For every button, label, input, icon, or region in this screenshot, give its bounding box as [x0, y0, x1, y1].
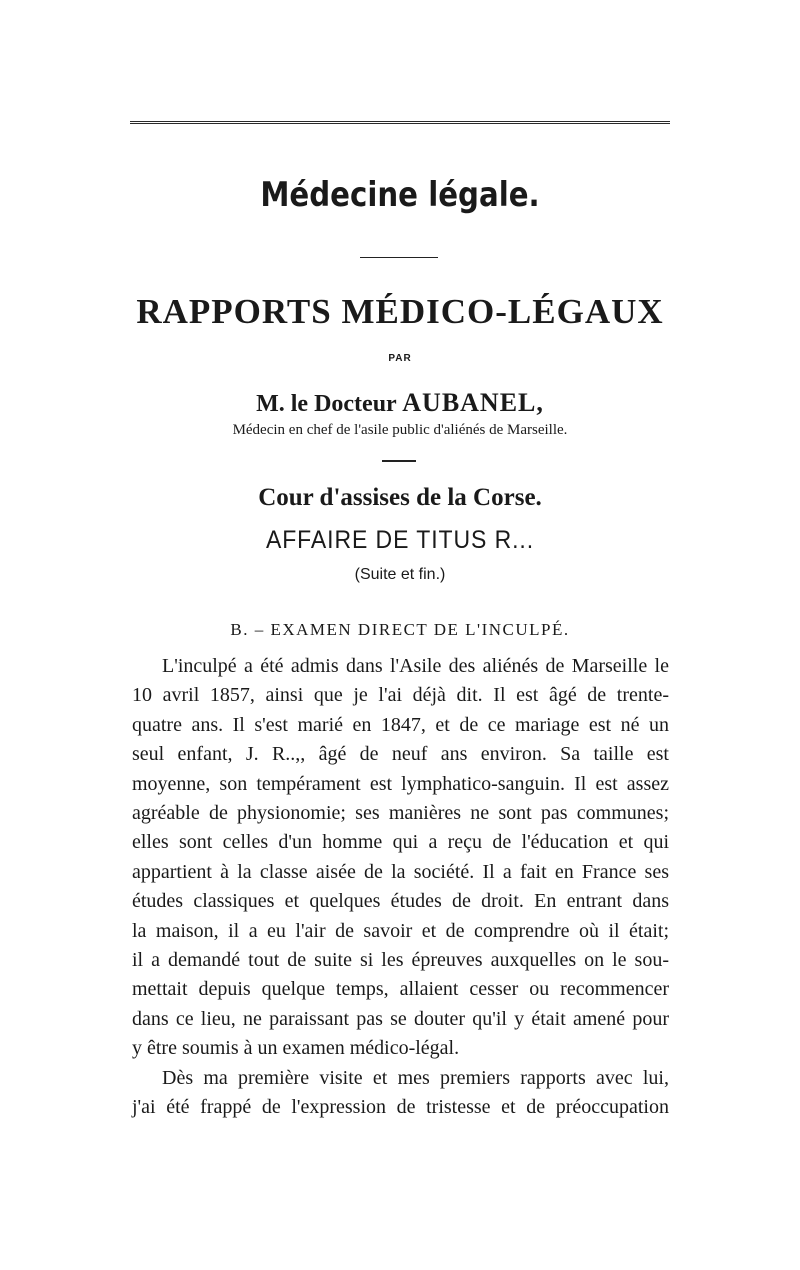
section-heading: RAPPORTS MÉDICO-LÉGAUX — [136, 292, 664, 331]
body-text — [132, 652, 669, 1123]
text-line: la maison, il a eu l'air de savoir et de comprendre où il était; — [132, 919, 669, 942]
author-prefix: M. le Docteur — [256, 391, 397, 417]
title-rule — [360, 257, 438, 258]
text-line: appartient à la classe aisée de la société. Il a fait en France ses — [132, 860, 669, 883]
text-line: il a demandé tout de suite si les épreuves auxquelles on le sou- — [132, 949, 669, 972]
text-line: quatre ans. Il s'est marié en 1847, et de ce mariage est né un — [132, 713, 669, 736]
subsection-heading: B. – EXAMEN DIRECT DE L'INCULPÉ. — [230, 620, 570, 639]
text-line: dans ce lieu, ne paraissant pas se douter qu'il y était amené pour — [132, 1007, 669, 1030]
text-line: mettait depuis quelque temps, allaient cesser ou recommencer — [132, 978, 669, 1001]
case-subtitle: (Suite et fin.) — [354, 566, 446, 583]
author-affiliation: Médecin en chef de l'asile public d'aliénés de Marseille. — [232, 422, 568, 438]
page-title: Médecine légale. — [260, 175, 540, 215]
text-line: y être soumis à un examen médico-légal. — [132, 1037, 460, 1060]
text-line: études classiques et quelques études de droit. En entrant dans — [132, 890, 669, 913]
text-line: agréable de physionomie; ses manières ne sont pas communes; — [132, 802, 669, 825]
top-double-rule — [130, 121, 670, 124]
by-label: PAR — [388, 353, 412, 364]
court-heading: Cour d'assises de la Corse. — [258, 484, 542, 511]
text-line: moyenne, son tempérament est lymphatico-sanguin. Il est assez — [132, 772, 669, 795]
author-name: AUBANEL, — [402, 388, 544, 417]
text-line: L'inculpé a été admis dans l'Asile des aliénés de Marseille le — [162, 655, 669, 677]
author-rule — [382, 460, 416, 462]
text-line: Dès ma première visite et mes premiers rapports avec lui, — [162, 1066, 669, 1089]
text-line: 10 avril 1857, ainsi que je l'ai déjà dit. Il est âgé de trente- — [132, 684, 669, 707]
text-line: j'ai été frappé de l'expression de tristesse et de préoccupation — [132, 1096, 669, 1119]
text-line: elles sont celles d'un homme qui a reçu de l'éducation et qui — [132, 831, 669, 854]
text-line: seul enfant, J. R..,, âgé de neuf ans environ. Sa taille est — [132, 743, 669, 766]
author-line — [0, 388, 800, 418]
case-title: AFFAIRE DE TITUS R... — [265, 526, 535, 554]
